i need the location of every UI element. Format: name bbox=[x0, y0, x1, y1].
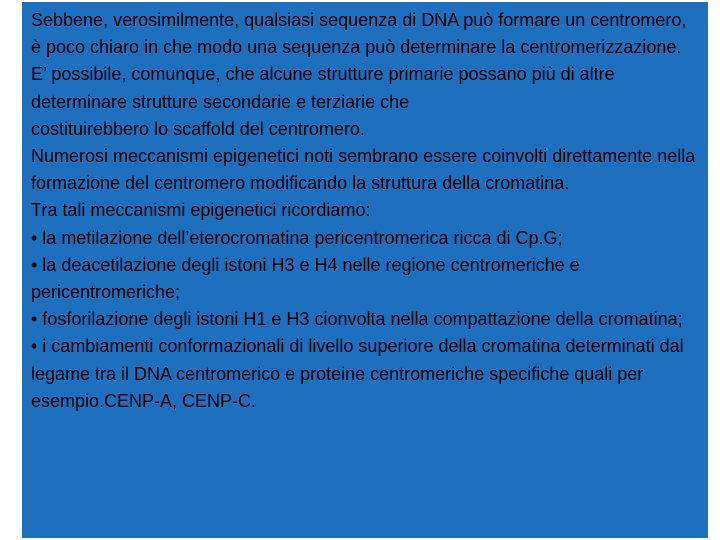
bullet-item-methylation: • la metilazione dell’eterocromatina pericentromerica ricca di Cp.G; bbox=[31, 227, 563, 248]
paragraph-scaffold: costituirebbero lo scaffold del centromero. bbox=[31, 118, 365, 139]
bullet-item-phosphorylation: • fosforilazione degli istoni H1 e H3 cionvolta nella compattazione della cromatina; bbox=[31, 309, 683, 330]
text-box bbox=[22, 2, 708, 538]
bullet-item-deacetylation: • la deacetilazione degli istoni H3 e H4 nelle regione centromeriche e pericentromeriche; bbox=[31, 254, 580, 303]
bullet-item-conformational-changes: • i cambiamenti conformazionali di livello superiore della cromatina determinati dal legame tra il DNA centromerico e proteine centromeriche specifiche quali per esempio.CENP-A, CENP-C. bbox=[31, 336, 684, 411]
paragraph-epigenetic-mechanisms: Numerosi meccanismi epigenetici noti sembrano essere coinvolti direttamente nella formazione del centromero modificando la struttura della cromatina. bbox=[31, 146, 696, 194]
paragraph-list-intro: Tra tali meccanismi epigenetici ricordiamo: bbox=[31, 200, 371, 221]
paragraph-intro: Sebbene, verosimilmente, qualsiasi sequenza di DNA può formare un centromero, è poco chiaro in che modo una sequenza può determinare la centromerizzazione. E’ possibile, comunque, che alcune strutture primarie possano più di altre determinare strutture secondarie e terziarie che bbox=[31, 10, 687, 112]
